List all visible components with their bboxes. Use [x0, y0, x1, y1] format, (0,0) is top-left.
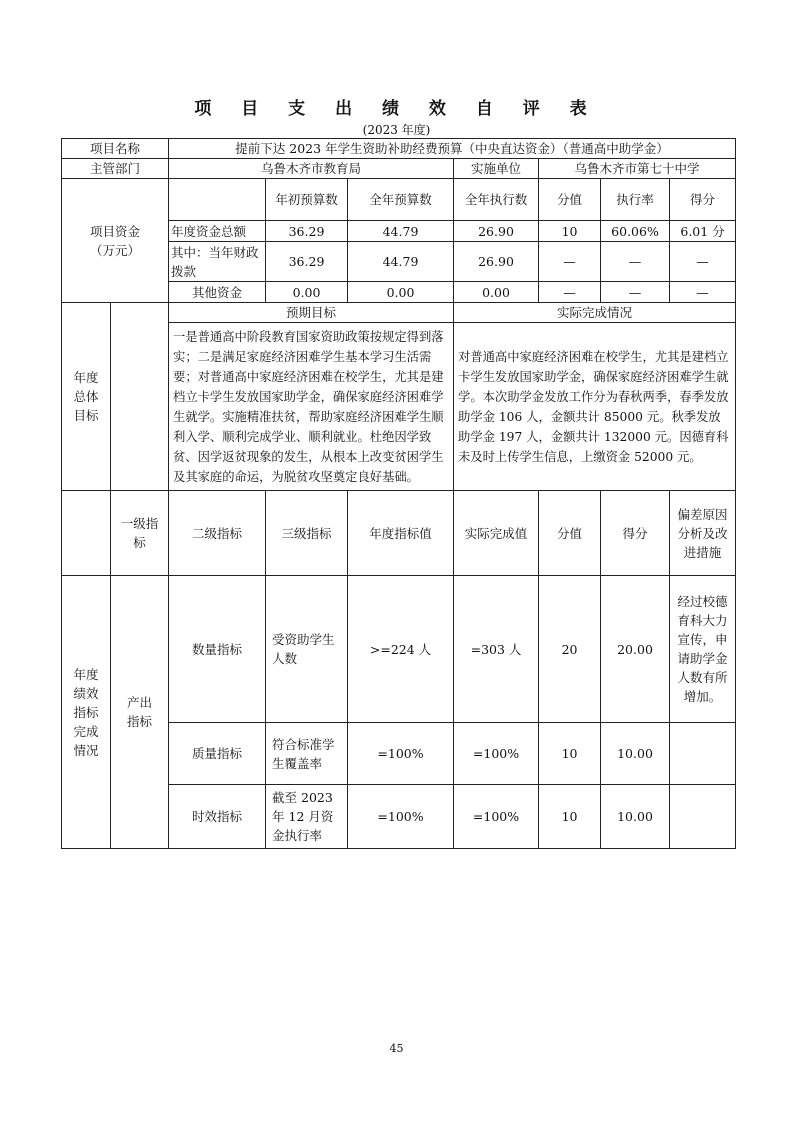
indicator-header: 分值: [539, 491, 601, 576]
indicator-header: 二级指标: [169, 491, 266, 576]
actual-completion-header: 实际完成情况: [454, 303, 736, 323]
funds-cell: 44.79: [348, 242, 454, 282]
funds-cell: 36.29: [266, 242, 348, 282]
funds-label: 项目资金 （万元）: [62, 179, 169, 303]
indicator-header: 得分: [601, 491, 670, 576]
indicators-header-row: [62, 491, 736, 576]
target-value: =100%: [348, 785, 454, 849]
indicator-header: 偏差原因分析及改进措施: [670, 491, 736, 576]
funds-header-cell: 全年执行数: [454, 179, 539, 221]
annual-goal-label: 年度总体目标: [62, 303, 111, 491]
level1-indicator: 产出指标: [111, 576, 169, 849]
unit-label: 实施单位: [454, 159, 539, 179]
project-name-label: 项目名称: [62, 139, 169, 159]
performance-section-label: 年度绩效指标完成情况: [62, 576, 111, 849]
actual-value: =100%: [454, 723, 539, 785]
funds-cell: 26.90: [454, 242, 539, 282]
indicator-header: 实际完成值: [454, 491, 539, 576]
funds-cell: —: [670, 282, 736, 303]
department-row: [62, 159, 736, 179]
project-name-row: [62, 139, 736, 159]
actual-value: =100%: [454, 785, 539, 849]
level3-indicator: 符合标准学生覆盖率: [266, 723, 348, 785]
level2-indicator: 数量指标: [169, 576, 266, 723]
goals-header-row: [62, 303, 736, 323]
funds-row-label: 年度资金总额: [169, 221, 266, 242]
got-score: 10.00: [601, 723, 670, 785]
funds-cell: —: [539, 242, 601, 282]
indicator-header: 年度指标值: [348, 491, 454, 576]
got-score: 10.00: [601, 785, 670, 849]
score-value: 10: [539, 785, 601, 849]
funds-cell: —: [670, 242, 736, 282]
expected-goal-header: 预期目标: [169, 303, 454, 323]
report-year: (2023 年度): [362, 123, 431, 137]
deviation-note: 经过校德育科大力宣传，申请助学金人数有所增加。: [670, 576, 736, 723]
indicator-header: 一级指标: [111, 491, 169, 576]
funds-header-row: [62, 179, 736, 221]
funds-row-label: 其中：当年财政拨款: [169, 242, 266, 282]
indicator-row: [62, 576, 736, 723]
funds-cell: —: [601, 242, 670, 282]
funds-row-label: 其他资金: [169, 282, 266, 303]
unit-value: 乌鲁木齐市第七十中学: [539, 159, 736, 179]
dept-label: 主管部门: [62, 159, 169, 179]
page-title: 项 目 支 出 绩 效 自 评 表: [194, 99, 599, 119]
project-name-value: 提前下达 2023 年学生资助补助经费预算（中央直达资金）（普通高中助学金）: [169, 139, 736, 159]
expected-goal-text: 一是普通高中阶段教育国家资助政策按规定得到落实；二是满足家庭经济困难学生基本学习生活需要；对普通高中家庭经济困难在校学生，尤其是建档立卡学生发放国家助学金，确保家庭经济困难学生就学。实施精准扶贫，帮助家庭经济困难学生顺利入学、顺利完成学业、顺利就业。杜绝因学致贫、因学返贫现象的发生，从根本上改变贫困学生及其家庭的命运，为脱贫攻坚奠定良好基础。: [169, 323, 454, 491]
funds-header-cell: 得分: [670, 179, 736, 221]
funds-header-cell: 全年预算数: [348, 179, 454, 221]
got-score: 20.00: [601, 576, 670, 723]
funds-cell: 60.06%: [601, 221, 670, 242]
level2-indicator: 质量指标: [169, 723, 266, 785]
indicator-header: 三级指标: [266, 491, 348, 576]
score-value: 10: [539, 723, 601, 785]
deviation-note: [670, 723, 736, 785]
funds-cell: 0.00: [454, 282, 539, 303]
performance-table: [61, 138, 736, 849]
funds-header-cell: 年初预算数: [266, 179, 348, 221]
funds-cell: 10: [539, 221, 601, 242]
funds-cell: 26.90: [454, 221, 539, 242]
funds-header-cell: 分值: [539, 179, 601, 221]
indicator-header-blank: [62, 491, 111, 576]
funds-cell: 36.29: [266, 221, 348, 242]
funds-cell: 6.01 分: [670, 221, 736, 242]
actual-completion-text: 对普通高中家庭经济困难在校学生，尤其是建档立卡学生发放国家助学金，确保家庭经济困难学生就学。本次助学金发放工作分为春秋两季，春季发放助学金 106 人，金额共计 85000 元。秋季发放助学金 197 人，金额共计 132000 元。因德育科未及时上传学生信息，上缴资金 52000 元。: [454, 323, 736, 491]
level2-indicator: 时效指标: [169, 785, 266, 849]
dept-value: 乌鲁木齐市教育局: [169, 159, 454, 179]
funds-cell: 44.79: [348, 221, 454, 242]
level3-indicator: 受资助学生人数: [266, 576, 348, 723]
funds-cell: —: [539, 282, 601, 303]
deviation-note: [670, 785, 736, 849]
page-number: 45: [389, 1042, 404, 1055]
actual-value: =303 人: [454, 576, 539, 723]
funds-header-cell: 执行率: [601, 179, 670, 221]
goal-spacer: [111, 303, 169, 491]
target-value: >=224 人: [348, 576, 454, 723]
target-value: =100%: [348, 723, 454, 785]
score-value: 20: [539, 576, 601, 723]
funds-cell: 0.00: [266, 282, 348, 303]
level3-indicator: 截至 2023 年 12 月资金执行率: [266, 785, 348, 849]
funds-cell: —: [601, 282, 670, 303]
funds-cell: 0.00: [348, 282, 454, 303]
funds-header-blank: [169, 179, 266, 221]
